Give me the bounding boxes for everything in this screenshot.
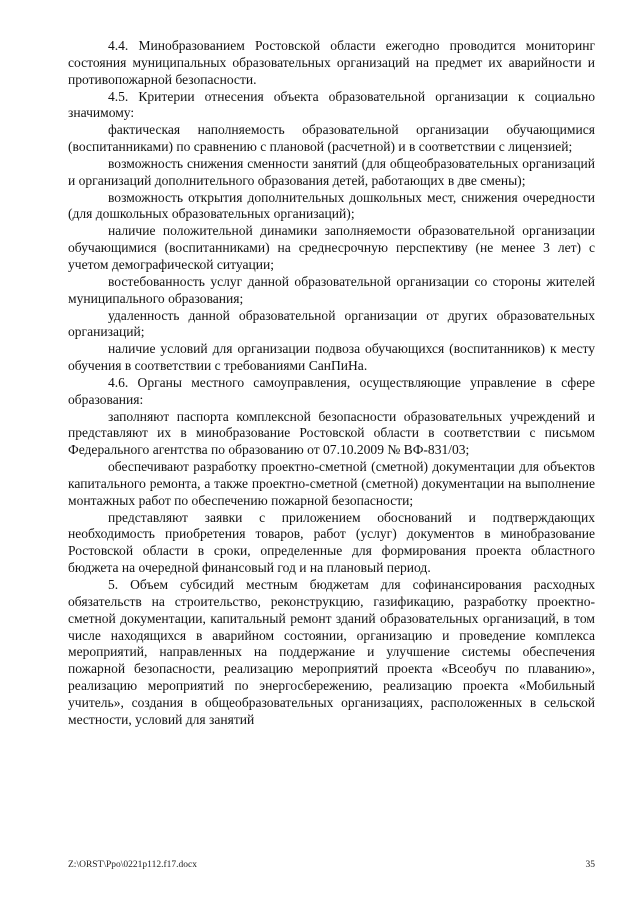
paragraph-5: 5. Объем субсидий местным бюджетам для софинансирования расходных обязательств на строительство, реконструкцию, газификацию, разработку проектно-сметной документации, капитальный ремонт зданий образовательных организаций, в том числе находящихся в аварийном состоянии, организацию и проведение комплекса мероприятий, направленных на поддержание и улучшение системы обеспечения пожарной безопасности, реализацию мероприятий проекта «Всеобуч по плаванию», реализацию мероприятий по энергосбережению, реализацию проекта «Мобильный учитель», создания в общеобразовательных организациях, расположенных в сельской местности, условий для занятий [68, 577, 595, 727]
duty-applications: представляют заявки с приложением обоснований и подтверждающих необходимость приобретения товаров, работ (услуг) документов в минобразование Ростовской области в сроки, определенные для формирования проекта областного бюджета на очередной финансовый год и на плановый период. [68, 509, 595, 576]
paragraph-4-4: 4.4. Минобразованием Ростовской области ежегодно проводится мониторинг состояния муниципальных образовательных организаций на предмет их аварийности и противопожарной безопасности. [68, 38, 595, 87]
page-number: 35 [585, 860, 595, 870]
paragraph-4-6: 4.6. Органы местного самоуправления, осуществляющие управление в сфере образования: [68, 374, 595, 407]
duty-safety-passports: заполняют паспорта комплексной безопасности образовательных учреждений и представляют их в минобразование Ростовской области в соответствии с письмом Федерального агентства по образованию от 07.10.2009 № ВФ-831/03; [68, 408, 595, 458]
criterion-transport: наличие условий для организации подвоза обучающихся (воспитанников) к месту обучения в соответствии с требованиями СанПиНа. [68, 341, 595, 374]
file-path: Z:\ORST\Ppo\0221p112.f17.docx [68, 860, 197, 870]
criterion-demand: востебованность услуг данной образовательной организации со стороны жителей муниципального образования; [68, 273, 595, 306]
duty-design-documentation: обеспечивают разработку проектно-сметной (сметной) документации для объектов капитального ремонта, а также проектно-сметной (сметной) документации на выполнение монтажных работ по обеспечению пожарной безопасности; [68, 459, 595, 508]
criterion-shifts: возможность снижения сменности занятий (для общеобразовательных организаций и организаций дополнительного образования детей, работающих в две смены); [68, 155, 595, 188]
criterion-remoteness: удаленность данной образовательной организации от других образовательных организаций; [68, 307, 595, 340]
criterion-occupancy: фактическая наполняемость образовательной организации обучающимися (воспитанниками) по сравнению с плановой (расчетной) и в соответствии с лицензией; [68, 122, 595, 155]
paragraph-4-5: 4.5. Критерии отнесения объекта образовательной организации к социально значимому: [68, 88, 595, 121]
document-body [68, 38, 595, 729]
criterion-occupancy-dynamics: наличие положительной динамики заполняемости образовательной организации обучающимися (воспитанниками) на среднесрочную перспективу (не менее 3 лет) с учетом демографической ситуации; [68, 223, 595, 272]
criterion-preschool-places: возможность открытия дополнительных дошкольных мест, снижения очередности (для дошкольных образовательных организаций); [68, 189, 595, 222]
